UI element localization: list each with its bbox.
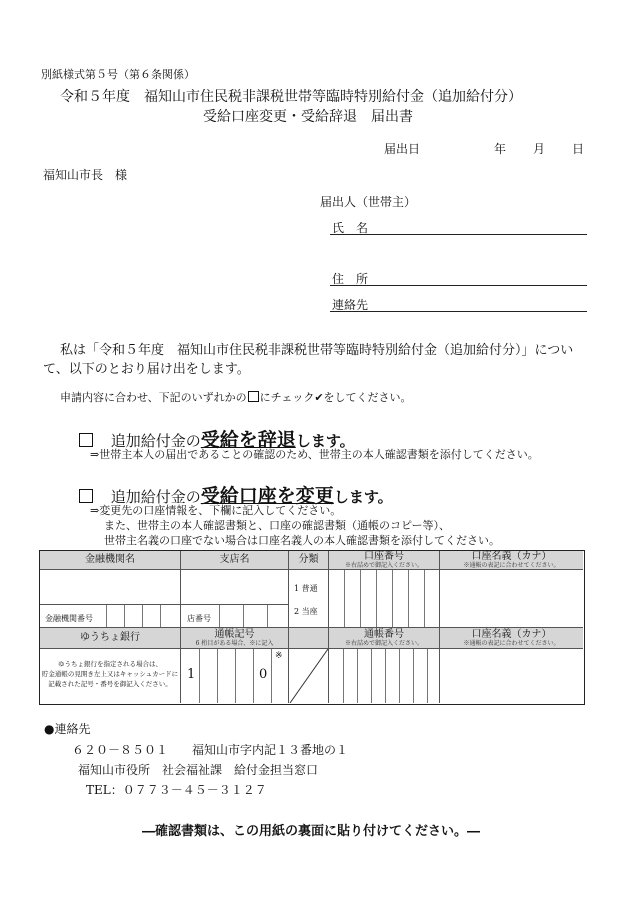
applicant-address-field[interactable]: [330, 285, 587, 286]
option-decline: 追加給付金の受給を辞退します。: [78, 425, 355, 452]
type-current-option: 2 当座: [294, 607, 318, 616]
yucho-note: ゆうちょ銀行を指定される場合は、 貯金通帳の見開き左上又はキャッシュカードに 記載された記号・番号を御記入ください。: [40, 649, 181, 703]
body-text-line1: 私は「令和５年度 福知山市住民税非課税世帯等臨時特別給付金（追加給付分）」につい: [60, 343, 574, 358]
change-note2: また、世帯主の本人確認書類と、口座の確認書類（通帳のコピー等）、: [104, 519, 451, 532]
diagonal-line-icon: [289, 649, 329, 703]
change-checkbox[interactable]: [79, 489, 93, 503]
account-holder-field[interactable]: [440, 570, 583, 628]
col-bank-name: 金融機関名: [40, 551, 181, 570]
applicant-address-label: 住 所: [332, 272, 369, 286]
change-note3: 世帯主名義の口座でない場合は口座名義人の本人確認書類を添付してください。: [104, 534, 500, 547]
applicant-contact-field[interactable]: [330, 311, 587, 312]
addressee: 福知山市長 様: [43, 168, 128, 182]
diagonal-slash-cell: [289, 649, 329, 703]
branch-code-field[interactable]: 店番号: [181, 605, 289, 628]
change-note1: ⇒変更先の口座情報を、下欄に記入してください。: [90, 504, 342, 517]
footer-note: ―確認書類は、この用紙の裏面に貼り付けてください。―: [142, 824, 481, 839]
applicant-label: 届出人（世帯主）: [320, 195, 417, 209]
date-year-label: 年: [494, 142, 507, 156]
change-emphasis: 受給口座を変更: [200, 485, 334, 507]
symbol-asterisk: ※: [275, 651, 283, 661]
yucho-holder-field[interactable]: [440, 649, 583, 703]
form-title-line1: 令和５年度 福知山市住民税非課税世帯等臨時特別給付金（追加給付分）: [60, 89, 522, 105]
date-label: 届出日: [384, 142, 421, 156]
contact-postal-address: ６２０－８５０１ 福知山市字内記１３番地の１: [72, 743, 349, 757]
col-yucho-holder: 口座名義（カナ） ※通帳の表記に合わせてください。: [440, 628, 583, 649]
form-title-line2: 受給口座変更・受給辞退 届出書: [203, 109, 413, 125]
applicant-name-label: 氏 名: [332, 221, 369, 235]
symbol-last-digit: 0: [259, 667, 268, 682]
account-type-field[interactable]: [289, 570, 329, 628]
contact-office: 福知山市役所 社会福祉課 給付金担当窓口: [78, 763, 319, 777]
applicant-contact-label: 連絡先: [332, 298, 369, 312]
date-month-label: 月: [533, 142, 546, 156]
bank-account-table: [39, 550, 585, 705]
passbook-symbol-field[interactable]: [181, 649, 289, 703]
decline-note: ⇒世帯主本人の届出であることの確認のため、世帯主の本人確認書類を添付してください。: [90, 448, 539, 461]
passbook-number-field[interactable]: [329, 649, 440, 703]
form-number: 別紙様式第５号（第６条関係）: [41, 68, 195, 81]
option-change: 追加給付金の受給口座を変更します。: [78, 481, 393, 508]
bank-code-field[interactable]: 金融機関番号: [40, 605, 181, 628]
branch-name-field[interactable]: [181, 570, 289, 605]
decline-checkbox[interactable]: [79, 433, 93, 447]
symbol-first-digit: 1: [187, 667, 196, 682]
bank-name-field[interactable]: [40, 570, 181, 605]
checkbox-sample-icon: [248, 391, 259, 402]
applicant-name-field[interactable]: [330, 234, 587, 235]
body-text-line2: て、以下のとおり届け出をします。: [43, 362, 250, 377]
col-yucho: ゆうちょ銀行: [40, 628, 181, 649]
col-type: 分類: [289, 551, 329, 570]
col-account-number: 口座番号 ※右詰めで御記入ください。: [329, 551, 440, 570]
col-branch-name: 支店名: [181, 551, 289, 570]
instruction-text: 申請内容に合わせ、下記のいずれかの にチェック✔をしてください。: [60, 391, 412, 404]
col-account-holder: 口座名義（カナ） ※通帳の表記に合わせてください。: [440, 551, 583, 570]
col-passbook-number: 通帳番号 ※右詰めで御記入ください。: [329, 628, 440, 649]
type-normal-option: 1 普通: [294, 584, 318, 593]
decline-emphasis: 受給を辞退: [200, 429, 296, 451]
contact-heading: ●連絡先: [44, 722, 91, 736]
account-number-field[interactable]: [329, 570, 440, 628]
date-day-label: 日: [572, 142, 585, 156]
col-passbook-symbol: 通帳記号 6 桁目がある場合、※に記入: [181, 628, 289, 649]
contact-tel: TEL：０７７３－４５－３１２７: [86, 783, 267, 797]
